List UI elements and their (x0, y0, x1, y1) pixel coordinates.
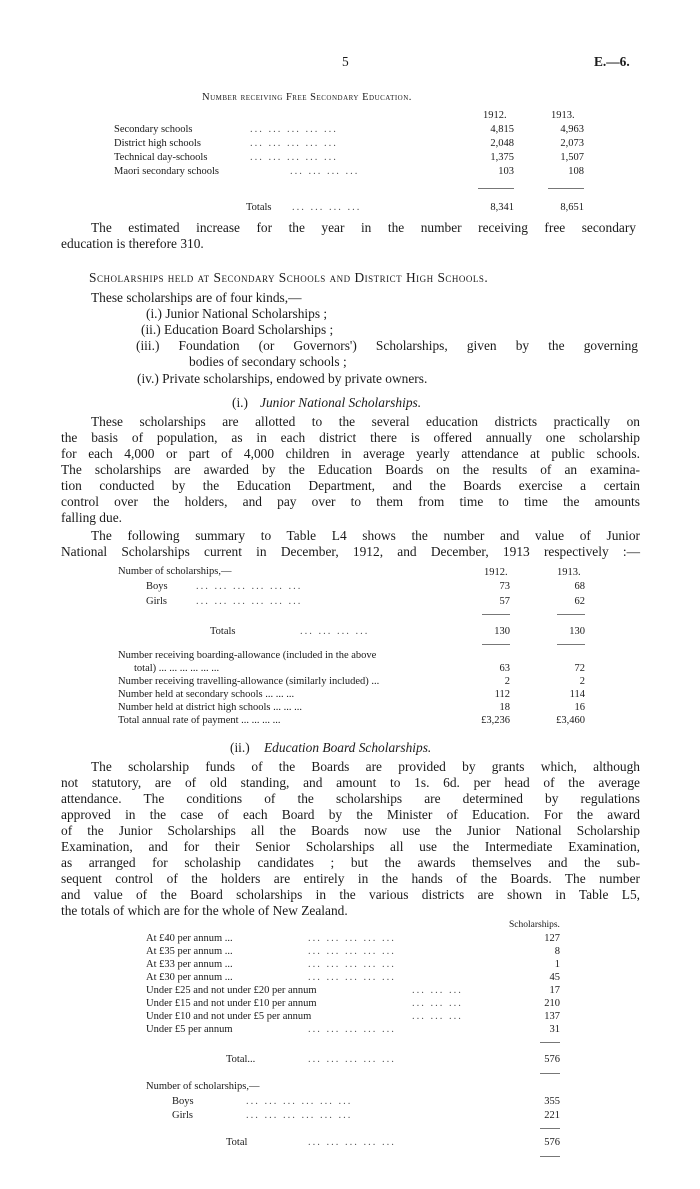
scholarship-count: 8 (554, 946, 560, 957)
value-1913: 68 (574, 581, 585, 592)
kind-item: (ii.) Education Board Scholarships ; (141, 322, 334, 337)
row-label: At £35 per annum ... (146, 946, 233, 957)
total-1912: 8,341 (490, 202, 514, 213)
row-label: Under £10 and not under £5 per annum (146, 1011, 312, 1022)
total-1912: 130 (494, 626, 510, 637)
value-1912: 2,048 (490, 138, 514, 149)
paragraph-line: tion conducted by the Education Department, and the Boards exercise a certain (61, 478, 640, 493)
kind-item: (iv.) Private scholarships, endowed by private owners. (137, 371, 428, 386)
page-number: 5 (342, 54, 349, 69)
rule (557, 644, 585, 645)
value-1913: 62 (574, 596, 585, 607)
free-secondary-title: Number receiving Free Secondary Education. (202, 92, 412, 103)
leader-dots: ... ... ... ... ... (308, 972, 396, 983)
scholarship-count: 210 (544, 998, 560, 1009)
value-1912: 103 (498, 166, 514, 177)
paragraph-line: control over the holders, and pay over to them from time to time the amounts (61, 494, 640, 509)
value-1912: 4,815 (490, 124, 514, 135)
value-1913: 2,073 (560, 138, 584, 149)
year-1913-header: 1913. (557, 567, 581, 578)
value-1913: 114 (569, 689, 585, 700)
scholarship-count: 17 (549, 985, 560, 996)
paragraph-line: The scholarship funds of the Boards are provided by grants which, although (91, 759, 640, 774)
row-label: District high schools (114, 138, 201, 149)
value-1912: £3,236 (481, 715, 510, 726)
table-label: Number of scholarships,— (118, 566, 232, 577)
section-number: (ii.) (230, 740, 250, 755)
paragraph-line: the totals of which are for the whole of New Zealand. (61, 903, 348, 918)
scholarship-count: 137 (544, 1011, 560, 1022)
row-label: Under £5 per annum (146, 1024, 233, 1035)
paragraph-line: the basis of population, as in each district there is offered annually one scholarship (61, 430, 640, 445)
paragraph-line: approved in the case of each Board by the Minister of Education. For the award (61, 807, 640, 822)
paragraph-line: The following summary to Table L4 shows the number and value of Junior (91, 528, 640, 543)
scholarship-count: 1 (554, 959, 560, 970)
paragraph-line: The estimated increase for the year in the number receiving free secondary (91, 220, 636, 235)
paragraph-line: These scholarships are allotted to the several education districts practically on (91, 414, 640, 429)
value-1913: 108 (568, 166, 584, 177)
totals-label: Totals (210, 626, 236, 637)
number-of-scholarships-label: Number of scholarships,— (146, 1081, 260, 1092)
total-label: Total (226, 1137, 248, 1148)
value-1912: 2 (504, 676, 510, 687)
paragraph-line: Examination, and for their Senior Scholarships all use the Intermediate Examination, (61, 839, 640, 854)
scholarship-count: 31 (549, 1024, 560, 1035)
paragraph-line: The scholarships are awarded by the Education Boards on the results of an examina- (61, 462, 640, 477)
scholarship-count: 127 (544, 933, 560, 944)
leader-dots: ... ... ... ... ... (308, 1054, 396, 1065)
value-1912: 63 (499, 663, 510, 674)
row-label: Number receiving boarding-allowance (included in the above (118, 650, 377, 661)
leader-dots: ... ... ... ... ... (250, 124, 338, 135)
rule (478, 188, 514, 189)
row-label: Under £15 and not under £10 per annum (146, 998, 317, 1009)
rule (557, 614, 585, 615)
scholarship-count: 355 (544, 1096, 560, 1107)
row-label: Maori secondary schools (114, 166, 219, 177)
leader-dots: ... ... ... ... ... ... (246, 1110, 353, 1121)
leader-dots: ... ... ... ... (300, 626, 370, 637)
row-label: Girls (172, 1110, 193, 1121)
leader-dots: ... ... ... ... ... ... (246, 1096, 353, 1107)
kind-item: bodies of secondary schools ; (189, 354, 347, 369)
paragraph-line: attendance. The conditions of the scholarships are determined by regulations (61, 791, 640, 806)
scholarships-column-header: Scholarships. (509, 920, 560, 930)
scholarships-heading: Scholarships held at Secondary Schools and District High Schools. (89, 270, 489, 285)
row-label: Under £25 and not under £20 per annum (146, 985, 317, 996)
scholarships-intro: These scholarships are of four kinds,— (91, 290, 302, 305)
row-label: Boys (146, 581, 168, 592)
rule (482, 644, 510, 645)
leader-dots: ... ... ... ... ... (308, 1137, 396, 1148)
value-1912: 73 (499, 581, 510, 592)
totals-label: Totals (246, 202, 272, 213)
section-number: (i.) (232, 395, 248, 410)
row-label: Girls (146, 596, 167, 607)
scholarship-count: 45 (549, 972, 560, 983)
row-label: Boys (172, 1096, 194, 1107)
row-label: At £30 per annum ... (146, 972, 233, 983)
paragraph-line: and value of the Board scholarships in the various districts are shown in Table L5, (61, 887, 640, 902)
paragraph-line: falling due. (61, 510, 122, 525)
leader-dots: ... ... ... (412, 998, 463, 1009)
value-1912: 18 (499, 702, 510, 713)
year-1913-header: 1913. (551, 110, 575, 121)
leader-dots: ... ... ... (412, 1011, 463, 1022)
value-1913: £3,460 (556, 715, 585, 726)
rule (540, 1156, 560, 1157)
rule (482, 614, 510, 615)
value-1913: 4,963 (560, 124, 584, 135)
row-label: At £33 per annum ... (146, 959, 233, 970)
value-1912: 1,375 (490, 152, 514, 163)
value-1913: 2 (579, 676, 585, 687)
leader-dots: ... ... ... ... ... (308, 959, 396, 970)
paragraph-line: as arranged for scholaship candidates ; but the awards themselves and the sub- (61, 855, 640, 870)
leader-dots: ... ... ... ... ... (308, 946, 396, 957)
kind-item: (iii.) Foundation (or Governors') Scholarships, given by the governing (136, 338, 638, 353)
row-label: Technical day-schools (114, 152, 208, 163)
row-label: Number held at district high schools ... ... ... (118, 702, 303, 713)
value-1913: 16 (574, 702, 585, 713)
leader-dots: ... ... ... ... ... (308, 1024, 396, 1035)
value-1913: 1,507 (560, 152, 584, 163)
total-1913: 8,651 (560, 202, 584, 213)
row-label: Number held at secondary schools ... ... ... (118, 689, 295, 700)
row-label: Secondary schools (114, 124, 193, 135)
total-1913: 130 (569, 626, 585, 637)
kind-item: (i.) Junior National Scholarships ; (146, 306, 328, 321)
row-label: Number receiving travelling-allowance (similarly included) ... (118, 676, 380, 687)
row-label: Total annual rate of payment ... ... ... ... (118, 715, 281, 726)
leader-dots: ... ... ... ... (290, 166, 360, 177)
paragraph-line: National Scholarships current in December, 1912, and December, 1913 respectively :— (61, 544, 640, 559)
paragraph-line: not statutory, are of old standing, and amount to 1s. 6d. per head of the average (61, 775, 640, 790)
row-label: total) ... ... ... ... ... ... (134, 663, 220, 674)
leader-dots: ... ... ... (412, 985, 463, 996)
paragraph-line: education is therefore 310. (61, 236, 204, 251)
document-reference: E.—6. (594, 54, 630, 69)
rule (540, 1073, 560, 1074)
leader-dots: ... ... ... ... ... (250, 152, 338, 163)
value-1913: 72 (574, 663, 585, 674)
section-title: Junior National Scholarships. (260, 395, 422, 410)
rule (540, 1042, 560, 1043)
rule (540, 1128, 560, 1129)
paragraph-line: of the Junior Scholarships all the Boards now use the Junior National Scholarship (61, 823, 640, 838)
row-label: At £40 per annum ... (146, 933, 233, 944)
value-1912: 57 (499, 596, 510, 607)
leader-dots: ... ... ... ... ... ... (196, 581, 303, 592)
leader-dots: ... ... ... ... ... ... (196, 596, 303, 607)
rule (548, 188, 584, 189)
value-1912: 112 (494, 689, 510, 700)
year-1912-header: 1912. (483, 110, 507, 121)
scholarship-count: 221 (544, 1110, 560, 1121)
leader-dots: ... ... ... ... ... (250, 138, 338, 149)
total-count: 576 (544, 1137, 560, 1148)
total-label: Total... (226, 1054, 256, 1065)
total-count: 576 (544, 1054, 560, 1065)
section-title: Education Board Scholarships. (264, 740, 432, 755)
year-1912-header: 1912. (484, 567, 508, 578)
paragraph-line: for each 4,000 or part of 4,000 children in average yearly attendance at public schools. (61, 446, 640, 461)
paragraph-line: sequent control of the holders are entirely in the hands of the Boards. The number (61, 871, 640, 886)
leader-dots: ... ... ... ... ... (308, 933, 396, 944)
leader-dots: ... ... ... ... (292, 202, 362, 213)
